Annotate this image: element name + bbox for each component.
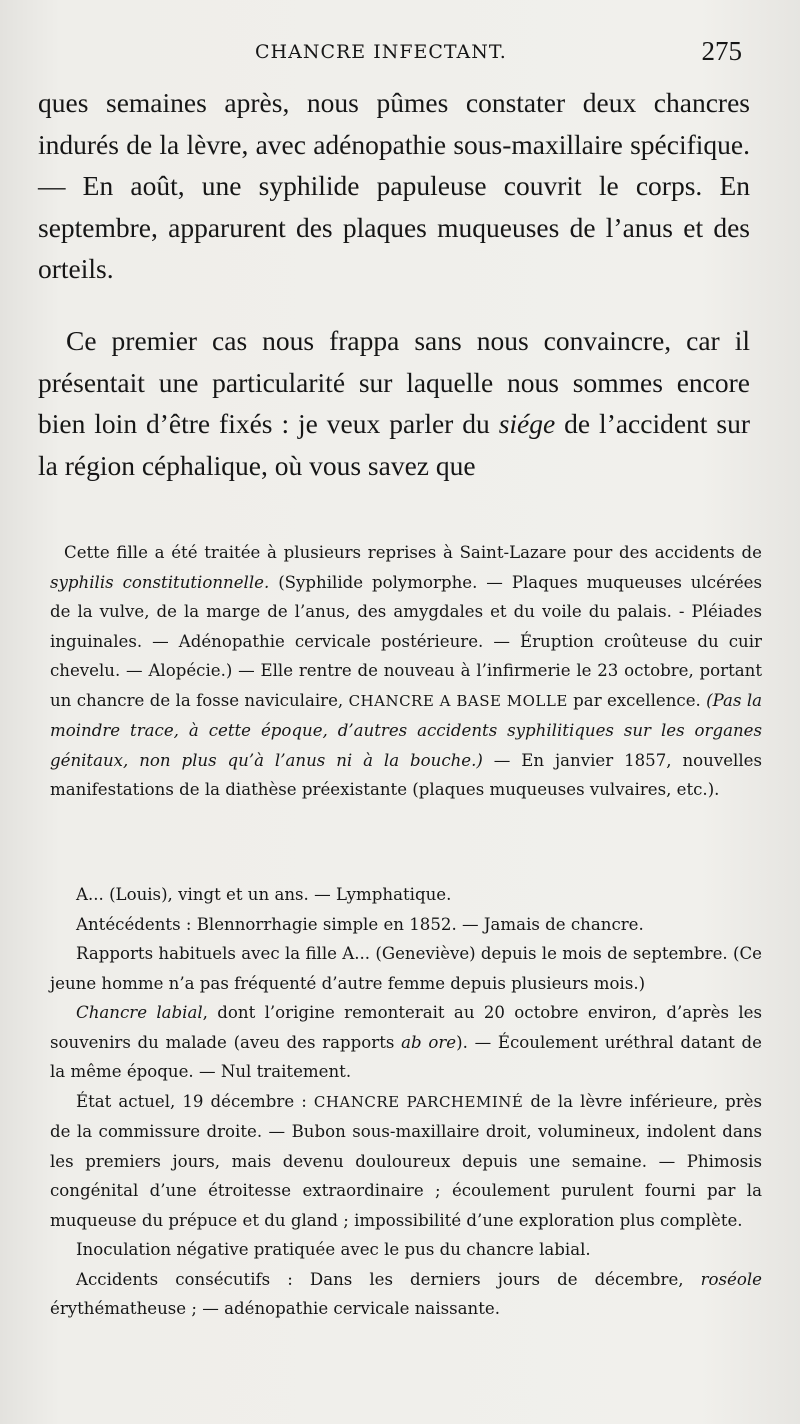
paragraph-text [38, 320, 750, 486]
small-caps-term: CHANCRE PARCHEMINÉ [313, 1092, 524, 1111]
italic-term: roséole [700, 1269, 762, 1289]
small-caps-term: CHANCRE A BASE MOLLE [348, 691, 568, 710]
case-line: Inoculation négative pratiquée avec le pus du chancre labial. [76, 1240, 591, 1259]
case-report [50, 880, 762, 1324]
case-line [50, 1087, 762, 1236]
text-run: de l’accident sur la région céphalique, où vous savez que [38, 408, 750, 481]
page-number: 275 [701, 36, 742, 66]
italic-remark: (Pas la moindre trace, à cette époque, d’autres accidents syphilitiques sur les organes génitaux, non plus qu’à l’anus ni à la bouche.) [50, 690, 763, 770]
case-line: A... (Louis), vingt et un ans. — Lymphatique. [76, 885, 452, 904]
text-run: ). — Écoulement uréthral datant de la même époque. — Nul traitement. [50, 1032, 762, 1081]
footnote-text [50, 538, 762, 805]
text-run: État actuel, 19 décembre : [76, 1091, 314, 1111]
text-run: par excellence. [567, 690, 707, 710]
case-line [50, 1265, 762, 1324]
footnote [50, 538, 762, 805]
text-run: — En janvier 1857, nouvelles manifestations de la diathèse préexistante (plaques muqueuses vulvaires, etc.). [50, 750, 762, 799]
italic-term: syphilis constitutionnelle. [50, 572, 270, 592]
case-line: Antécédents : Blennorrhagie simple en 1852. — Jamais de chancre. [76, 914, 644, 934]
running-title: CHANCRE INFECTANT. [255, 41, 507, 63]
italic-term: siége [498, 408, 556, 439]
italic-term: Chancre labial [76, 1003, 203, 1022]
text-run: de la lèvre inférieure, près de la commissure droite. — Bubon sous-maxillaire droit, volumineux, indolent dans les premiers jours, mais devenu douloureux depuis une semaine. — Phimosis congénital d’une étroitesse extraordinaire ; écoulement purulent fourni par la muqueuse du prépuce et du gland ; impossibilité d’une exploration plus complète. [50, 1091, 763, 1230]
text-run: érythématheuse ; — adénopathie cervicale naissante. [50, 1299, 501, 1318]
body-paragraph-1 [38, 82, 750, 290]
case-line: Rapports habituels avec la fille A... (Geneviève) depuis le mois de septembre. (Ce jeune homme n’a pas fréquenté d’autre femme depuis plusieurs mois.) [50, 944, 762, 993]
text-run: , dont l’origine remonterait au 20 octobre environ, d’après les souvenirs du malade (aveu des rapports [50, 1003, 762, 1052]
text-run: (Syphilide polymorphe. — Plaques muqueuses ulcérées de la vulve, de la marge de l’anus, des amygdales et du voile du palais. - Pléiades inguinales. — Adénopathie cervicale postérieure. — Éruption croûteuse du cuir chevelu. — Alopécie.) — Elle rentre de nouveau à l’infirmerie le 23 octobre, portant un chancre de la fosse naviculaire, [50, 572, 762, 710]
running-header [40, 36, 742, 66]
body-paragraph-2 [38, 320, 750, 486]
text-run: Ce premier cas nous frappa sans nous convaincre, car il présentait une particularité sur laquelle nous sommes encore bien loin d’être fixés : je veux parler du [38, 325, 750, 439]
text-run: Cette fille a été traitée à plusieurs reprises à Saint-Lazare pour des accidents de [64, 543, 762, 562]
paragraph-text: ques semaines après, nous pûmes constater deux chancres indurés de la lèvre, avec adénopathie sous-maxillaire spécifique. — En août, une syphilide papuleuse couvrit le corps. En septembre, apparurent des plaques muqueuses de l’anus et des orteils. [38, 87, 750, 284]
case-line [50, 998, 762, 1087]
italic-term: ab ore [401, 1032, 457, 1052]
text-run: Accidents consécutifs : Dans les derniers jours de décembre, [76, 1269, 701, 1289]
